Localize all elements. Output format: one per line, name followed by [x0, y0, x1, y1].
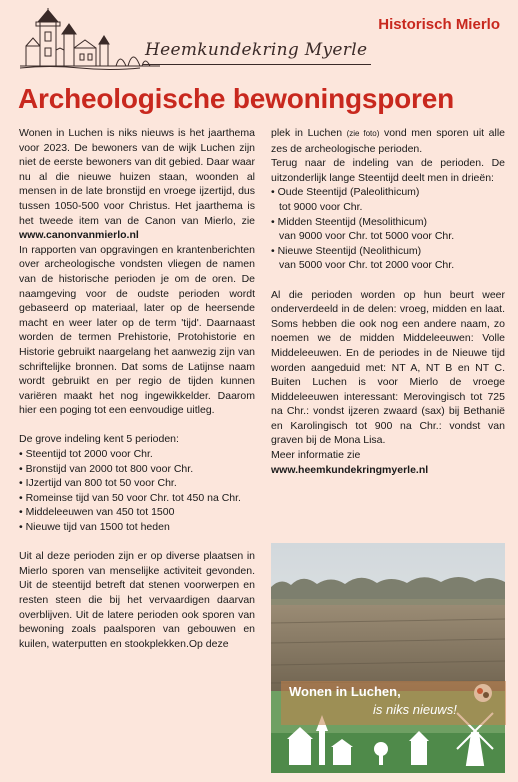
continuation-end: vond men sporen uit alle zes de archeologische perioden.: [271, 127, 505, 155]
list-item: [271, 215, 505, 244]
list-item: [271, 244, 505, 273]
right-column: [271, 126, 505, 477]
list-item-range: van 5000 voor Chr. tot 2000 voor Chr.: [279, 259, 455, 272]
list-item: • Nieuwe tijd van 1500 tot heden: [19, 521, 170, 534]
continuation-start: plek in Luchen: [271, 127, 343, 139]
photo-reference: (zie foto): [346, 129, 380, 138]
list-item: • IJzertijd van 800 tot 50 voor Chr.: [19, 477, 177, 490]
list-item: • Bronstijd van 2000 tot 800 voor Chr.: [19, 462, 194, 475]
list-item-range: van 9000 voor Chr. tot 5000 voor Chr.: [279, 230, 455, 243]
list-item: • Romeinse tijd van 50 voor Chr. tot 450 na Chr.: [19, 491, 241, 504]
subdivision-paragraph: Al die perioden worden op hun beurt weer onderverdeeld in de delen: vroeg, midden en laat. Soms hebben die ook nog een andere naam, zo noemen we de midden Middeleeuwen: Volle Middeleeuwen. En de periodes in de Nieuwe tijd worden aangeduid met: NT A, NT B en NT C. Buiten Luchen is voor Mierlo de vroege Middeleeuwen interessant: Merovingisch tot 725 na Chr.: vondst ijzeren zwaard (sax) bij Bethanië en Karolingisch tot 900 na Chr.: vondst van graven bij de Mona Lisa.: [271, 288, 505, 447]
findings-paragraph: Uit al deze perioden zijn er op diverse plaatsen in Mierlo sporen van menselijke activiteit gevonden. Uit de steentijd betreft dat stenen voorwerpen en resten steen die bij het vervaardigen daarvan overblijven. Uit de latere perioden ook sporen van bewoning zoals paalsporen van gebouwen en kuilen, waterputten en stookplekken.Op deze: [19, 550, 255, 650]
banner-line-2: is niks nieuws!: [373, 702, 457, 717]
list-intro: De grove indeling kent 5 perioden:: [19, 433, 179, 446]
period-list: [19, 447, 255, 535]
article-title: Archeologische bewoningsporen: [18, 83, 455, 114]
list-item: • Middeleeuwen van 450 tot 1500: [19, 506, 175, 519]
castle-logo-icon: [20, 8, 180, 70]
list-item-title: • Nieuwe Steentijd (Neolithicum): [271, 244, 422, 257]
photo-banner: [281, 681, 506, 725]
list-item-range: tot 9000 voor Chr.: [279, 200, 363, 213]
stone-age-paragraph: Terug naar de indeling van de perioden. De uitzonderlijk lange Steentijd deelt men in drieën:: [271, 157, 505, 184]
list-item-title: • Oude Steentijd (Paleolithicum): [271, 186, 420, 199]
section-label: Historisch Mierlo: [378, 16, 500, 33]
more-info-label: Meer informatie zie: [271, 449, 361, 462]
list-item: • Steentijd tot 2000 voor Chr.: [19, 448, 153, 461]
intro-paragraph: [19, 126, 255, 243]
list-item-title: • Midden Steentijd (Mesolithicum): [271, 215, 427, 228]
excavation-photo: [271, 543, 505, 773]
continuation-paragraph: [271, 126, 505, 156]
intro-text: Wonen in Luchen is niks nieuws is het jaarthema voor 2023. De bewoners van de wijk Luchen zijn niet de eerste bewoners van dit gebied. Daar waar nu al die nieuwe huizen staan, woonden al mensen in de late bronstijd en vroege ijzertijd, dus tussen 1050-500 voor Christus. Het jaarthema is het tweede item van de Canon van Mierlo, zie: [19, 127, 255, 227]
banner-line-1: Wonen in Luchen,: [289, 684, 401, 699]
list-item: [271, 185, 505, 214]
stone-age-list: [271, 185, 505, 273]
page-header: [0, 0, 518, 80]
logo-underline: [143, 64, 371, 65]
left-column: [19, 126, 255, 651]
canon-link[interactable]: www.canonvanmierlo.nl: [19, 229, 139, 242]
logo-text: Heemkundekring Myerle: [145, 40, 368, 60]
periods-paragraph: In rapporten van opgravingen en krantenberichten over archeologische vondsten vliegen de namen van de historische perioden je om de oren. De naamgeving voor de oudste perioden wordt gebaseerd op materiaal, later op de heersende macht en weer later op de term 'tijd'. Daarnaast worden de termen Prehistorie, Protohistorie en Historie gebruikt naargelang het aanwezig zijn van schriftelijke bronnen. Dat soms de Latijnse naam wordt gebruikt en per regio de tijden kunnen variëren maakt het nog ingewikkelder. Daarom hier een poging tot een eenvoudige uitleg.: [19, 243, 255, 417]
heemkunde-link[interactable]: www.heemkundekringmyerle.nl: [271, 463, 429, 476]
